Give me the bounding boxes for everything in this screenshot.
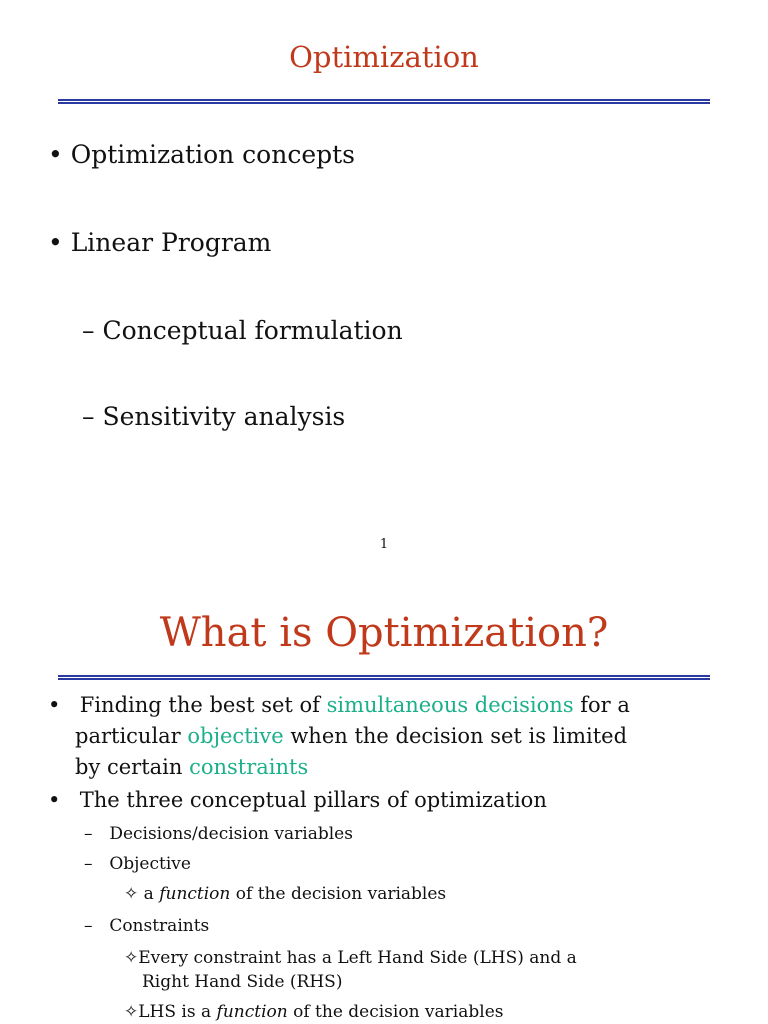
bullet-symbol: • — [48, 788, 61, 812]
subbullet-sensitivity-analysis — [82, 402, 345, 431]
sub-constraint-lhs-function — [124, 1002, 503, 1022]
sub-constraint-lhs-rhs — [124, 946, 577, 994]
text: Finding the best set of — [79, 693, 327, 717]
bullet-definition — [48, 690, 630, 783]
text: when the decision set is limited — [283, 724, 628, 748]
text: a — [143, 884, 160, 904]
title-rule — [58, 99, 710, 104]
bullet-symbol: • — [48, 140, 63, 169]
highlight-simultaneous-decisions: simultaneous decisions — [326, 693, 574, 717]
bullet-optimization-concepts — [48, 140, 355, 169]
subbullet-text: Sensitivity analysis — [102, 402, 346, 431]
bullet-line-2 — [48, 721, 630, 752]
bullet-symbol: • — [48, 228, 63, 257]
subbullet-conceptual-formulation — [82, 316, 403, 345]
emphasis: function — [159, 884, 231, 904]
page-number: 1 — [379, 537, 389, 552]
text: Constraints — [109, 916, 210, 936]
text: of the decision variables — [230, 884, 447, 904]
slide-2 — [0, 580, 768, 1024]
text: of the decision variables — [287, 1002, 504, 1022]
text: Decisions/decision variables — [109, 824, 353, 844]
sub-constraints — [84, 916, 209, 936]
title-rule — [58, 675, 710, 680]
text: Right Hand Side (RHS) — [142, 972, 343, 992]
dash-symbol: – — [84, 916, 93, 936]
bullet-line-3 — [48, 752, 630, 783]
sub-objective-detail — [124, 884, 446, 904]
bullet-line-1 — [48, 690, 630, 721]
dash-symbol: – — [82, 316, 95, 345]
text: for a — [573, 693, 630, 717]
bullet-pillars — [48, 788, 547, 812]
slide-1-title: Optimization — [289, 40, 479, 74]
bullet-linear-program — [48, 228, 271, 257]
text: Every constraint has a Left Hand Side (LHS) and a — [138, 948, 577, 968]
diamond-icon: ✧ — [124, 948, 139, 968]
subbullet-text: Conceptual formulation — [102, 316, 403, 345]
slide-2-title: What is Optimization? — [159, 610, 609, 656]
diamond-icon: ✧ — [124, 1002, 139, 1022]
text: LHS is a — [138, 1002, 217, 1022]
dash-symbol: – — [84, 824, 93, 844]
bullet-symbol: • — [48, 693, 61, 717]
diamond-icon: ✧ — [124, 884, 139, 904]
highlight-constraints: constraints — [189, 755, 309, 779]
highlight-objective: objective — [187, 724, 284, 748]
sub-objective — [84, 854, 191, 874]
bullet-text: Optimization concepts — [70, 140, 355, 169]
dash-symbol: – — [84, 854, 93, 874]
dash-symbol: – — [82, 402, 95, 431]
sub-decisions — [84, 824, 353, 844]
emphasis: function — [216, 1002, 288, 1022]
text: particular — [75, 724, 188, 748]
line-1 — [124, 946, 577, 970]
line-2 — [124, 970, 577, 994]
text: The three conceptual pillars of optimization — [79, 788, 547, 812]
text: by certain — [75, 755, 190, 779]
text: Objective — [109, 854, 191, 874]
bullet-text: Linear Program — [70, 228, 272, 257]
